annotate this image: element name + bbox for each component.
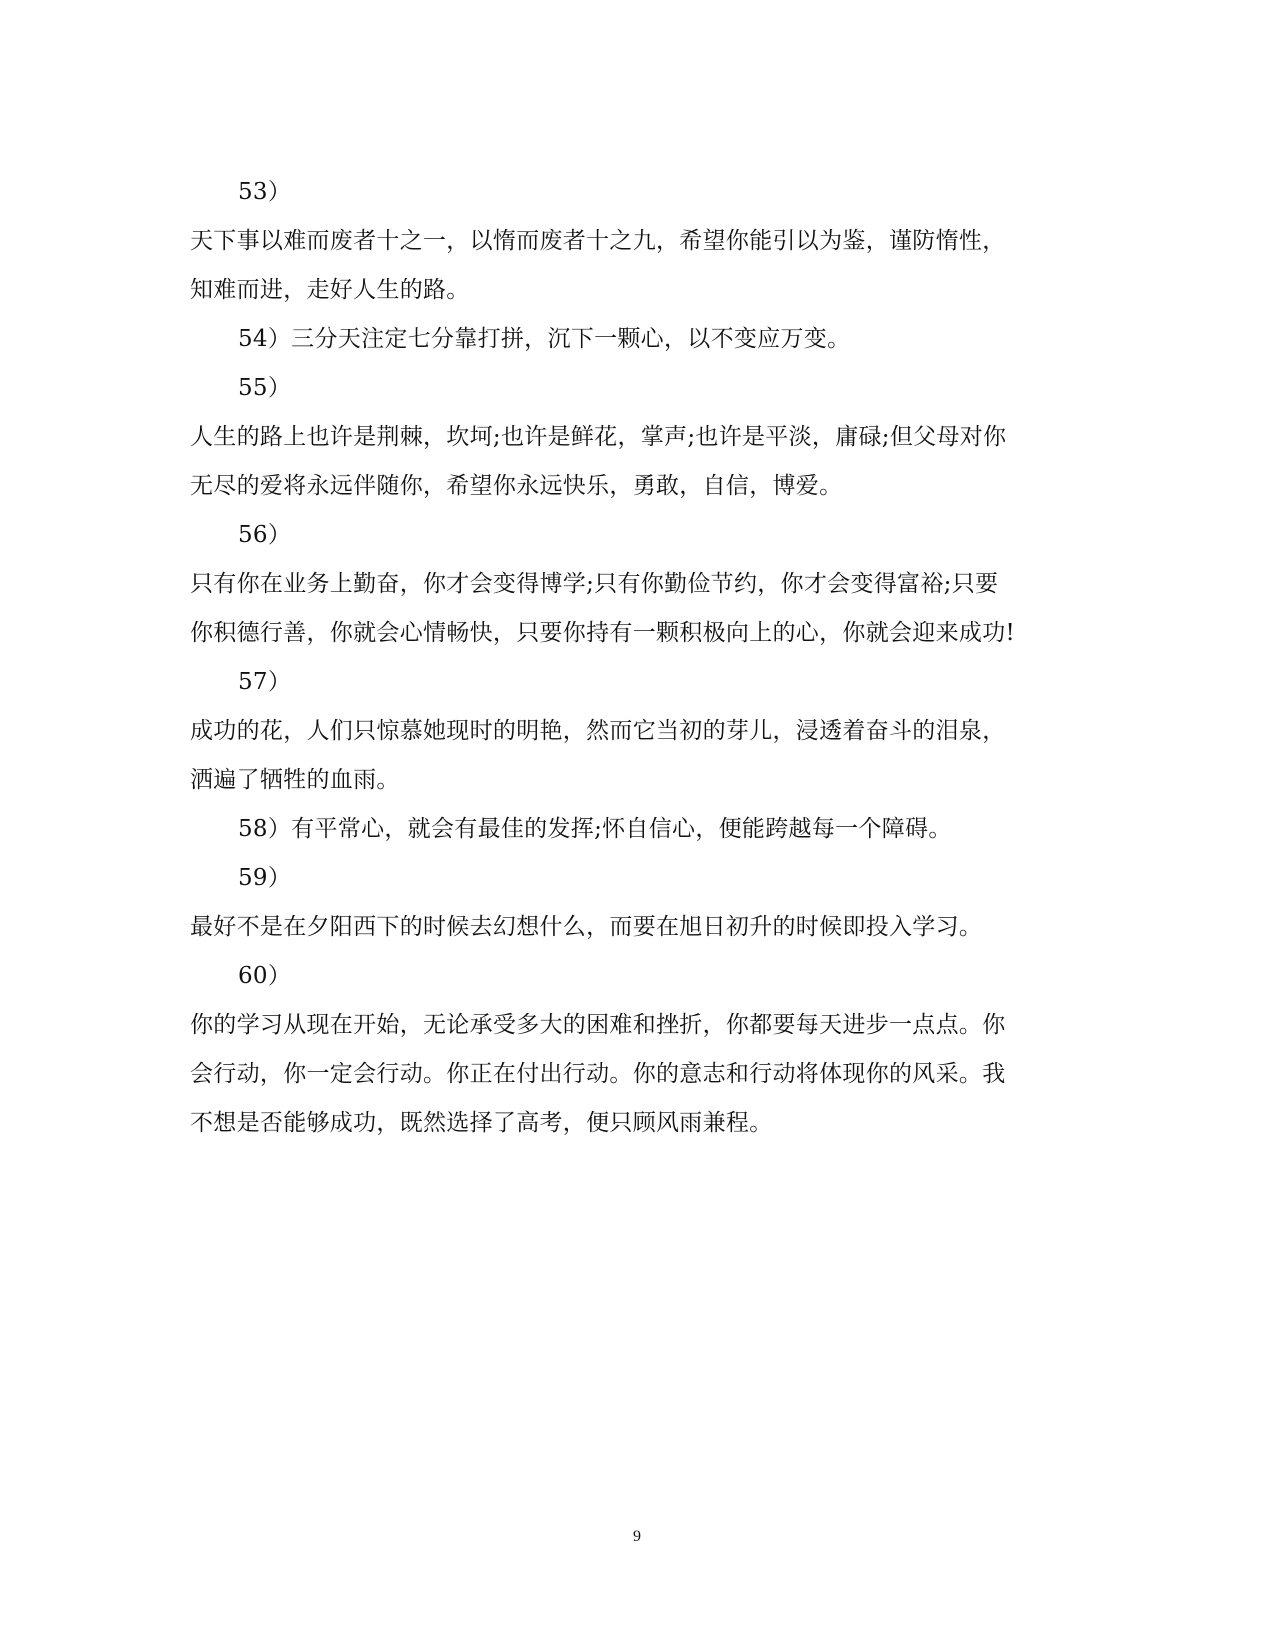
entry-text-line: 洒遍了牺牲的血雨。 (190, 767, 400, 793)
entry-text-line: 你积德行善，你就会心情畅快，只要你持有一颗积极向上的心，你就会迎来成功! (190, 620, 1016, 646)
entry-inline-text: 有平常心，就会有最佳的发挥;怀自信心，便能跨越每一个障碍。 (291, 816, 952, 842)
entry-text-line: 知难而进，走好人生的路。 (190, 277, 470, 303)
entry-text-line: 会行动，你一定会行动。你正在付出行动。你的意志和行动将体现你的风采。我 (190, 1061, 1006, 1087)
entry-number: 57） (238, 669, 292, 695)
entry-number: 54） (238, 326, 292, 352)
entry-number: 58） (238, 816, 292, 842)
page-number: 9 (633, 1528, 641, 1545)
entry-number: 59） (238, 865, 292, 891)
entry-with-inline-text (190, 805, 1090, 854)
entry-with-inline-text (190, 315, 1090, 364)
entry-text-line: 天下事以难而废者十之一，以惰而废者十之九，希望你能引以为鉴，谨防惰性， (190, 228, 1006, 254)
entry-text-line: 人生的路上也许是荆棘，坎坷;也许是鲜花，掌声;也许是平淡，庸碌;但父母对你 (190, 424, 1007, 450)
entry-number: 53） (238, 179, 292, 205)
entry-text-line: 你的学习从现在开始，无论承受多大的困难和挫折，你都要每天进步一点点。你 (190, 1012, 1006, 1038)
entry-inline-text: 三分天注定七分靠打拼，沉下一颗心，以不变应万变。 (291, 326, 851, 352)
document-body (190, 168, 1090, 1148)
entry-text-line: 不想是否能够成功，既然选择了高考，便只顾风雨兼程。 (190, 1110, 773, 1136)
entry-text-line: 只有你在业务上勤奋，你才会变得博学;只有你勤俭节约，你才会变得富裕;只要 (190, 571, 999, 597)
entry-text-line: 成功的花，人们只惊慕她现时的明艳，然而它当初的芽儿，浸透着奋斗的泪泉， (190, 718, 1006, 744)
entry-number: 56） (238, 522, 292, 548)
entry-number: 60） (238, 963, 292, 989)
entry-text-line: 无尽的爱将永远伴随你，希望你永远快乐，勇敢，自信，博爱。 (190, 473, 843, 499)
entry-text-line: 最好不是在夕阳西下的时候去幻想什么，而要在旭日初升的时候即投入学习。 (190, 914, 983, 940)
entry-number: 55） (238, 375, 292, 401)
